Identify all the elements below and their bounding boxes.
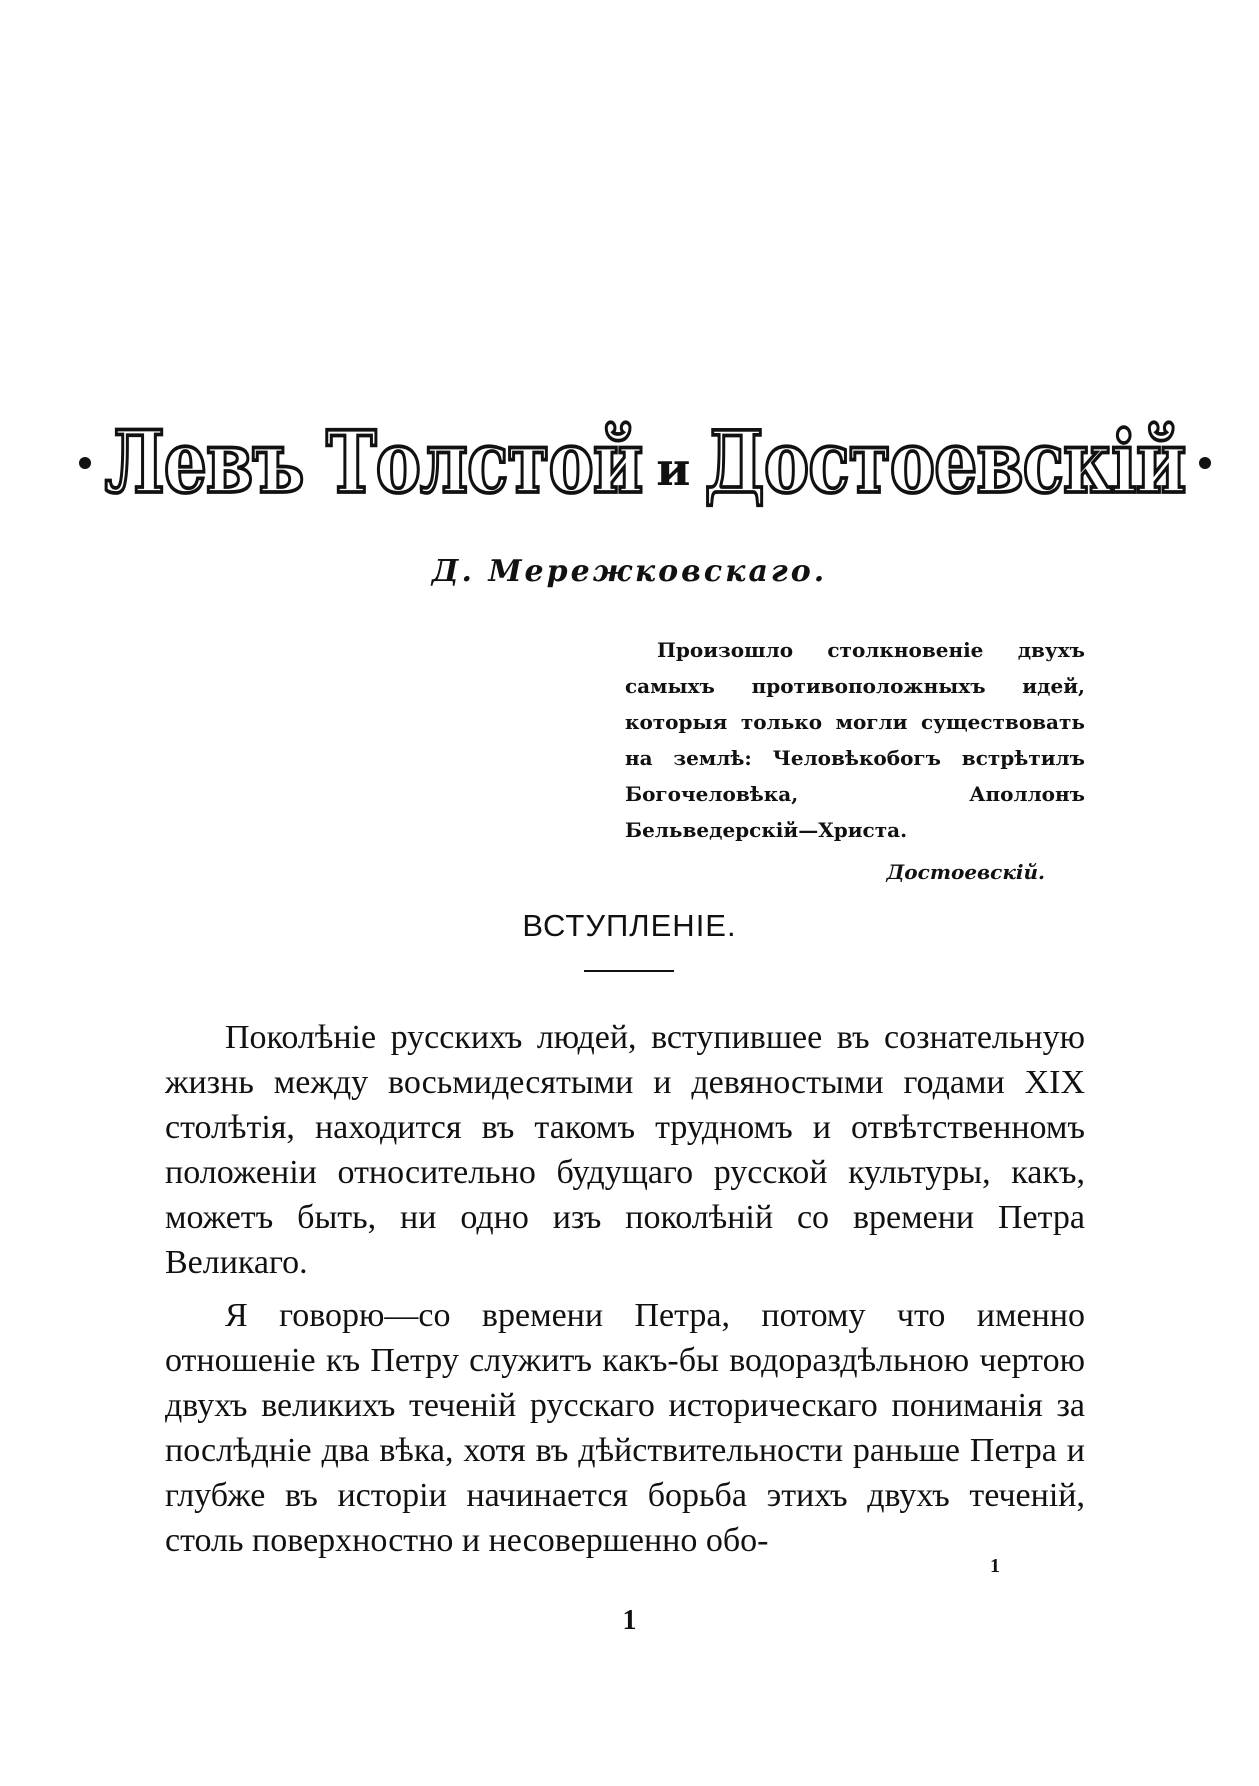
title-ornament-left [79, 457, 91, 469]
epigraph [625, 632, 1085, 890]
paragraph-2: Я говорю—со времени Петра, потому что именно отношеніе къ Петру служитъ какъ-бы водораздѣльною чертою двухъ великихъ теченій русскаго историческаго пониманія за послѣдніе два вѣка, хотя въ дѣйствительности раньше Петра и глубже въ исторіи начинается борьба этихъ двухъ теченій, столь поверхностно и несовершенно обо- [165, 1297, 1085, 1559]
epigraph-source: Достоевскій. [886, 860, 1045, 884]
epigraph-text: Произошло столкновеніе двухъ самыхъ противоположныхъ идей, которыя только могли существовать на землѣ: Человѣкобогъ встрѣтилъ Богочеловѣка, Аполлонъ Бельведерскій—Христа. [625, 638, 1085, 842]
signature-mark: 1 [990, 1555, 1000, 1577]
heading-rule [584, 970, 674, 972]
page-number: 1 [622, 1605, 637, 1636]
section-heading: ВСТУПЛЕНІЕ. [522, 908, 737, 943]
title-ornament-right [1199, 457, 1211, 469]
title-part-1: Левъ Толстой [104, 413, 643, 513]
title-conjunction: и [656, 442, 691, 496]
title [104, 408, 1186, 518]
body-text [165, 1015, 1085, 1571]
title-part-2: Достоевскій [704, 413, 1186, 513]
paragraph-1: Поколѣніе русскихъ людей, вступившее въ сознательную жизнь между восьмидесятыми и девяностыми годами XIX столѣтія, находится въ такомъ трудномъ и отвѣтственномъ положеніи относительно будущаго русской культуры, какъ, можетъ быть, ни одно изъ поколѣній со времени Петра Великаго. [165, 1019, 1085, 1281]
author-line: Д. Мережковскаго. [431, 554, 828, 589]
